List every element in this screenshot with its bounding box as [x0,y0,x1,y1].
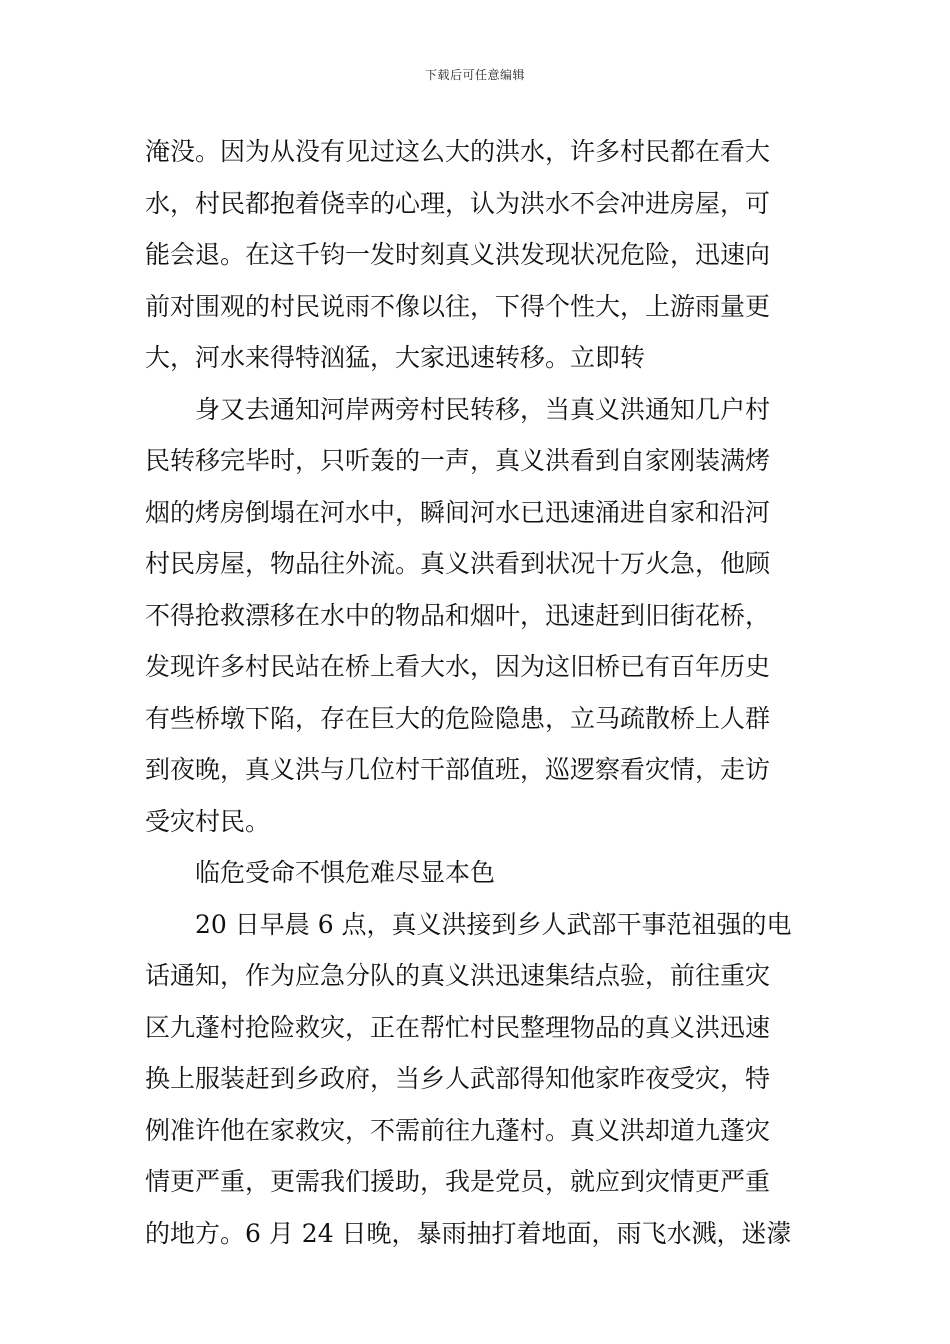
text-line: 区九蓬村抢险救灾，正在帮忙村民整理物品的真义洪迅速 [145,1012,771,1042]
text-line: 前对围观的村民说雨不像以往，下得个性大，上游雨量更 [145,291,771,321]
text-line: 发现许多村民站在桥上看大水，因为这旧桥已有百年历史 [145,652,771,681]
text-line: 20 日早晨 6 点，真义洪接到乡人武部干事范祖强的电 [195,909,792,939]
text-line: 的地方。6 月 24 日晚，暴雨抽打着地面，雨飞水溅，迷濛 [145,1218,792,1248]
section-heading [145,847,809,899]
paragraph-2 [145,384,809,848]
paragraph-3 [145,899,809,1260]
text-line: 不得抢救漂移在水中的物品和烟叶，迅速赶到旧街花桥， [145,600,771,630]
body-text [145,126,809,1259]
text-line: 能会退。在这千钧一发时刻真义洪发现状况危险，迅速向 [145,240,771,269]
text-line: 话通知，作为应急分队的真义洪迅速集结点验，前往重灾 [145,961,771,990]
text-line: 受灾村民。 [145,806,271,836]
text-line: 淹没。因为从没有见过这么大的洪水，许多村民都在看大 [145,137,771,166]
header-note: 下载后可任意编辑 [424,68,525,82]
text-line: 例准许他在家救灾，不需前往九蓬村。真义洪却道九蓬灾 [145,1115,771,1145]
text-line: 情更严重，更需我们援助，我是党员，就应到灾情更严重 [145,1167,771,1196]
text-line: 民转移完毕时，只听轰的一声，真义洪看到自家刚装满烤 [145,446,771,475]
paragraph-1 [145,126,809,384]
text-line: 换上服装赶到乡政府，当乡人武部得知他家昨夜受灾，特 [145,1064,771,1093]
text-line: 身又去通知河岸两旁村民转移，当真义洪通知几户村 [195,394,771,424]
text-line: 烟的烤房倒塌在河水中，瞬间河水已迅速涌进自家和沿河 [145,497,771,527]
heading-line: 临危受命不惧危难尽显本色 [195,858,496,887]
text-line: 到夜晚，真义洪与几位村干部值班，巡逻察看灾情，走访 [145,755,771,784]
text-line: 大，河水来得特汹猛，大家迅速转移。立即转 [145,343,646,372]
text-line: 村民房屋，物品往外流。真义洪看到状况十万火急，他顾 [145,549,771,578]
text-line: 水，村民都抱着侥幸的心理，认为洪水不会冲进房屋，可 [145,188,771,218]
text-line: 有些桥墩下陷，存在巨大的危险隐患，立马疏散桥上人群 [145,703,771,733]
